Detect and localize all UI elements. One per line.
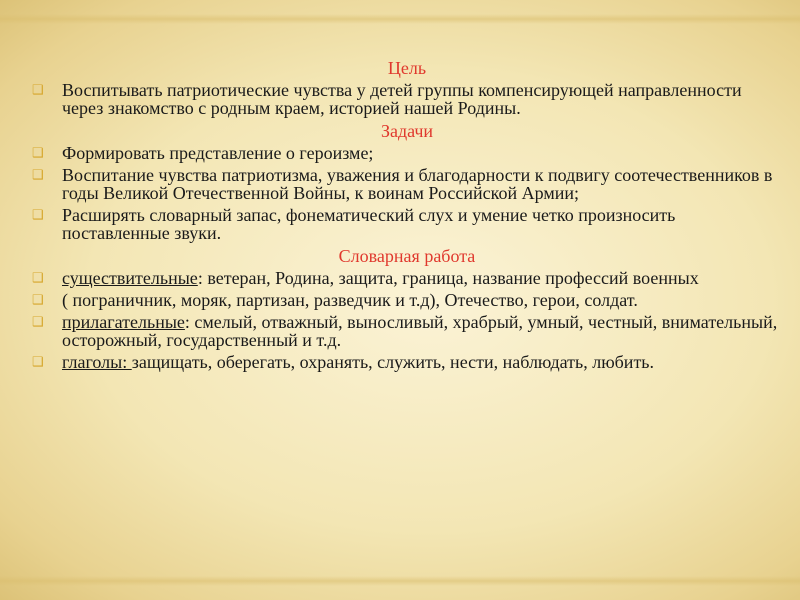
list-item — [32, 291, 782, 309]
item-text: ( пограничник, моряк, партизан, разведчик и т.д), Отечество, герои, солдат. — [62, 290, 638, 310]
slide-content — [32, 56, 782, 375]
item-text: Воспитывать патриотические чувства у детей группы компенсирующей направленности через знакомство с родным краем, историей нашей Родины. — [62, 80, 742, 118]
item-text: : ветеран, Родина, защита, граница, название профессий военных — [197, 268, 699, 288]
term-label: глаголы: — [62, 352, 132, 372]
bullet-icon: ❑ — [32, 270, 44, 285]
bottom-decorative-band — [0, 576, 800, 586]
item-text: защищать, оберегать, охранять, служить, нести, наблюдать, любить. — [131, 352, 655, 372]
bullet-icon: ❑ — [32, 314, 44, 329]
bullet-icon: ❑ — [32, 207, 44, 222]
term-label: существительные — [62, 268, 198, 288]
bullet-icon: ❑ — [32, 145, 44, 160]
section-heading-tasks: Задачи — [380, 121, 434, 141]
bullet-icon: ❑ — [32, 167, 44, 182]
section-heading-goal: Цель — [387, 58, 427, 78]
list-item — [32, 166, 782, 202]
list-item — [32, 144, 782, 162]
top-decorative-band — [0, 14, 800, 24]
item-text: Расширять словарный запас, фонематический слух и умение четко произносить поставленные звуки. — [62, 205, 676, 243]
list-item — [32, 269, 782, 287]
bullet-icon: ❑ — [32, 82, 44, 97]
list-item — [32, 206, 782, 242]
list-item — [32, 313, 782, 349]
section-heading-vocabulary: Словарная работа — [338, 246, 476, 266]
list-item — [32, 81, 782, 117]
item-text: Воспитание чувства патриотизма, уважения и благодарности к подвигу соотечественников в годы Великой Отечественной Войны, к воинам Российской Армии; — [62, 165, 773, 203]
item-text: : смелый, отважный, выносливый, храбрый, умный, честный, внимательный, осторожный, государственный и т.д. — [62, 312, 778, 350]
bullet-icon: ❑ — [32, 354, 44, 369]
item-text: Формировать представление о героизме; — [62, 143, 374, 163]
term-label: прилагательные — [62, 312, 185, 332]
bullet-icon: ❑ — [32, 292, 44, 307]
list-item — [32, 353, 782, 371]
